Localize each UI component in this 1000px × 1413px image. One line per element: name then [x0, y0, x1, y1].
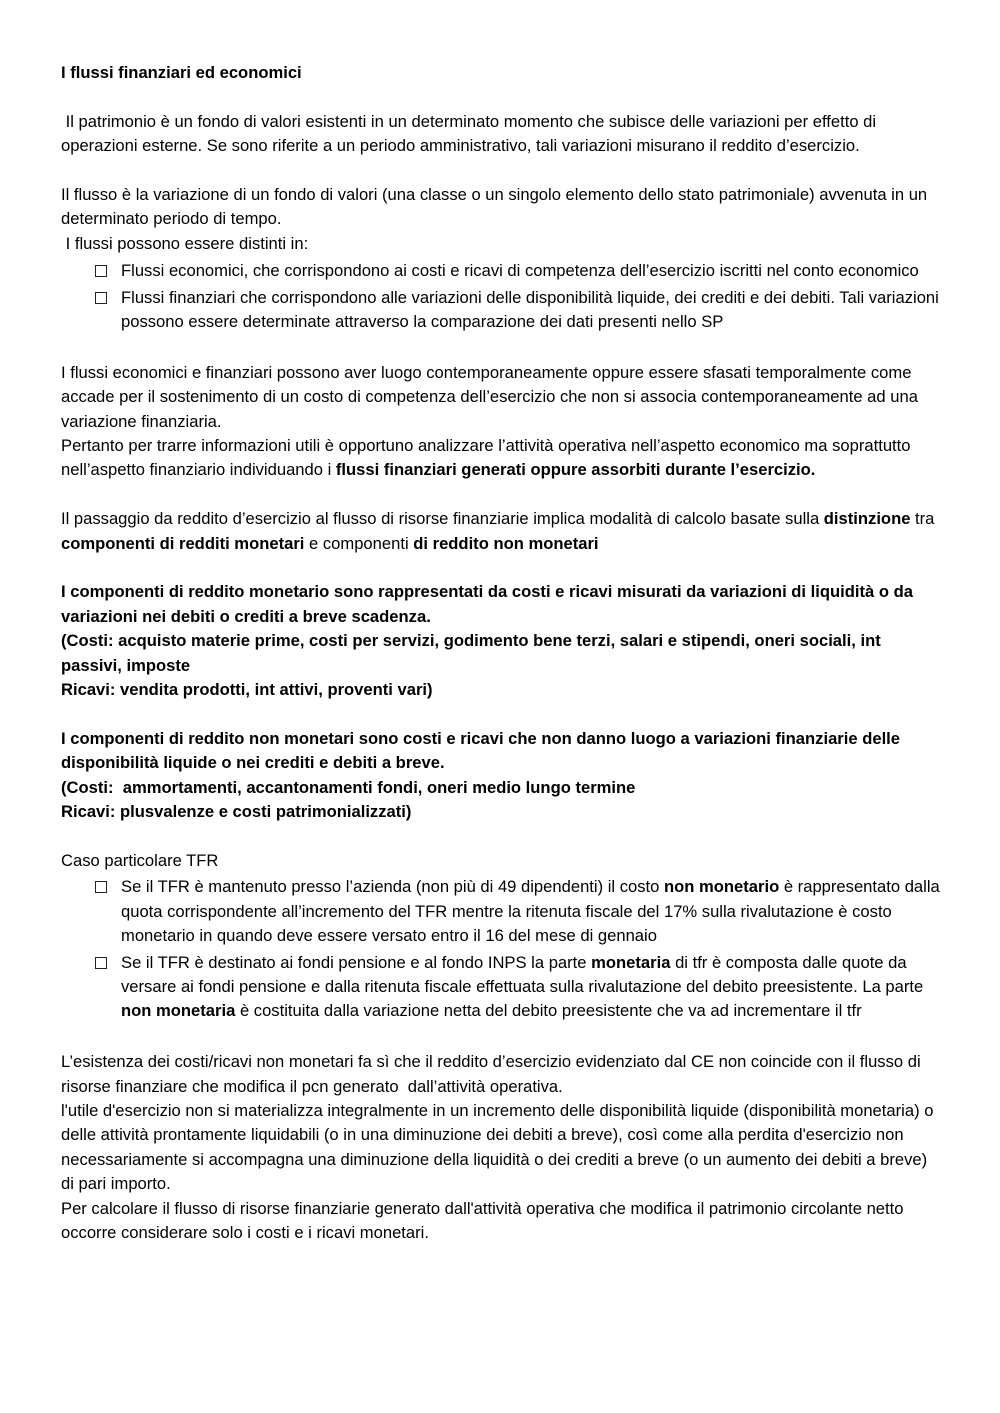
spacer: [61, 336, 941, 360]
text-run: è rappresentato dalla quota corrispondente all’incremento del TFR mentre la ritenuta fiscale del 17% sulla rivalutazione è costo monetario in quando deve essere versato entro il 16 del mese di gennaio: [121, 877, 940, 946]
bold-text-run: (Costi: ammortamenti, accantonamenti fondi, oneri medio lungo termine: [61, 777, 636, 797]
bold-text-run: distinzione: [823, 509, 911, 529]
paragraph-monetari: [61, 580, 941, 629]
text-run: Se il TFR è mantenuto presso l’azienda (non più di 49 dipendenti) il costo: [121, 877, 664, 897]
paragraph-sfasati: I flussi economici e finanziari possono aver luogo contemporaneamente oppure essere sfasati temporalmente come accade per il sostenimento di un costo di competenza dell’esercizio che non si associa contemporaneamente ad una variazione finanziaria.: [61, 362, 918, 431]
paragraph-flussi-distinti: I flussi possono essere distinti in:: [61, 233, 309, 253]
bold-text-run: di reddito non monetari: [413, 533, 599, 553]
checkbox-icon[interactable]: [95, 292, 107, 304]
paragraph-utile: l'utile d'esercizio non si materializza integralmente in un incremento delle disponibilità liquide (disponibilità monetaria) o delle attività prontamente liquidabili (o in una diminuzione dei debiti a breve), così come alla perdita d'esercizio non necessariamente si accompagna una diminuzione della liquidità o dei crediti a breve (o un aumento dei debiti a breve) di pari importo.: [61, 1100, 934, 1194]
spacer: [61, 483, 941, 507]
flussi-list: [61, 259, 941, 334]
paragraph-non-monetari: [61, 727, 941, 776]
bold-text-run: (Costi: acquisto materie prime, costi per servizi, godimento bene terzi, salari e stipendi, oneri sociali, int passivi, imposte: [61, 631, 881, 675]
paragraph-patrimonio: Il patrimonio è un fondo di valori esistenti in un determinato momento che subisce delle variazioni per effetto di operazioni esterne. Se sono riferite a un periodo amministrativo, tali variazioni misurano il reddito d’esercizio.: [61, 111, 881, 156]
paragraph-monetari-ricavi: [61, 678, 941, 702]
checkbox-icon[interactable]: [95, 957, 107, 969]
list-item-text: Flussi economici, che corrispondono ai costi e ricavi di competenza dell’esercizio iscritti nel conto economico: [121, 261, 919, 281]
paragraph-calcolare: Per calcolare il flusso di risorse finanziarie generato dall'attività operativa che modifica il patrimonio circolante netto occorre considerare solo i costi e i ricavi monetari.: [61, 1198, 904, 1242]
text-run: e componenti: [304, 533, 414, 553]
paragraph-monetari-costi: [61, 629, 941, 678]
text-run: Se il TFR è destinato ai fondi pensione e al fondo INPS la parte: [121, 952, 592, 972]
checkbox-icon[interactable]: [95, 265, 107, 277]
paragraph-non-monetari-costi: [61, 776, 941, 800]
bold-text-run: Ricavi: plusvalenze e costi patrimonializzati): [61, 802, 412, 822]
spacer: [61, 85, 941, 109]
text-run: Il passaggio da reddito d’esercizio al flusso di risorse finanziarie implica modalità di calcolo basate sulla: [61, 509, 824, 529]
spacer: [61, 1026, 941, 1050]
spacer: [61, 702, 941, 726]
tfr-list: [61, 875, 941, 1023]
document-page: [61, 61, 941, 1245]
document-title: I flussi finanziari ed economici: [61, 63, 302, 82]
spacer: [61, 825, 941, 849]
paragraph-flusso: Il flusso è la variazione di un fondo di valori (una classe o un singolo elemento dello stato patrimoniale) avvenuta in un determinato periodo di tempo.: [61, 185, 928, 229]
text-run: Pertanto per trarre informazioni utili è opportuno analizzare l’attività operativa nell’aspetto economico ma soprattutto nell’aspetto finanziario individuando i: [61, 436, 911, 480]
paragraph-non-monetari-ricavi: [61, 800, 941, 824]
text-run: è costituita dalla variazione netta del debito preesistente che va ad incrementare il tfr: [235, 1001, 862, 1021]
paragraph-passaggio: [61, 507, 941, 556]
tfr-heading: Caso particolare TFR: [61, 850, 219, 870]
checkbox-icon[interactable]: [95, 881, 107, 893]
text-run: tra: [910, 509, 935, 529]
list-item: [61, 286, 941, 335]
text-run: di tfr è composta dalle quote da versare ai fondi pensione e dalla ritenuta fiscale effettuata sulla rivalutazione del debito preesistente. La parte: [121, 952, 924, 996]
bold-text-run: I componenti di reddito non monetari sono costi e ricavi che non danno luogo a variazioni finanziarie delle disponibilità liquide o nei crediti e debiti a breve.: [61, 728, 901, 773]
bold-text-run: non monetaria: [121, 1001, 236, 1021]
bold-text-run: componenti di redditi monetari: [61, 533, 305, 553]
bold-text-run: flussi finanziari generati oppure assorbiti durante l’esercizio.: [335, 460, 816, 480]
paragraph-esistenza: L’esistenza dei costi/ricavi non monetari fa sì che il reddito d’esercizio evidenziato dal CE non coincide con il flusso di risorse finanziare che modifica il pcn generato dall’attività operativa.: [61, 1052, 926, 1096]
list-item: [61, 259, 941, 283]
list-item: [61, 951, 941, 1024]
paragraph-pertanto: [61, 434, 941, 483]
spacer: [61, 556, 941, 580]
bold-text-run: Ricavi: vendita prodotti, int attivi, proventi vari): [61, 680, 433, 700]
spacer: [61, 159, 941, 183]
bold-text-run: I componenti di reddito monetario sono rappresentati da costi e ricavi misurati da variazioni di liquidità o da variazioni nei debiti o crediti a breve scadenza.: [61, 582, 913, 626]
bold-text-run: non monetario: [664, 877, 780, 897]
list-item: [61, 875, 941, 948]
bold-text-run: monetaria: [591, 952, 671, 972]
list-item-text: Flussi finanziari che corrispondono alle variazioni delle disponibilità liquide, dei crediti e dei debiti. Tali variazioni possono essere determinate attraverso la comparazione dei dati presenti nello SP: [121, 287, 939, 332]
